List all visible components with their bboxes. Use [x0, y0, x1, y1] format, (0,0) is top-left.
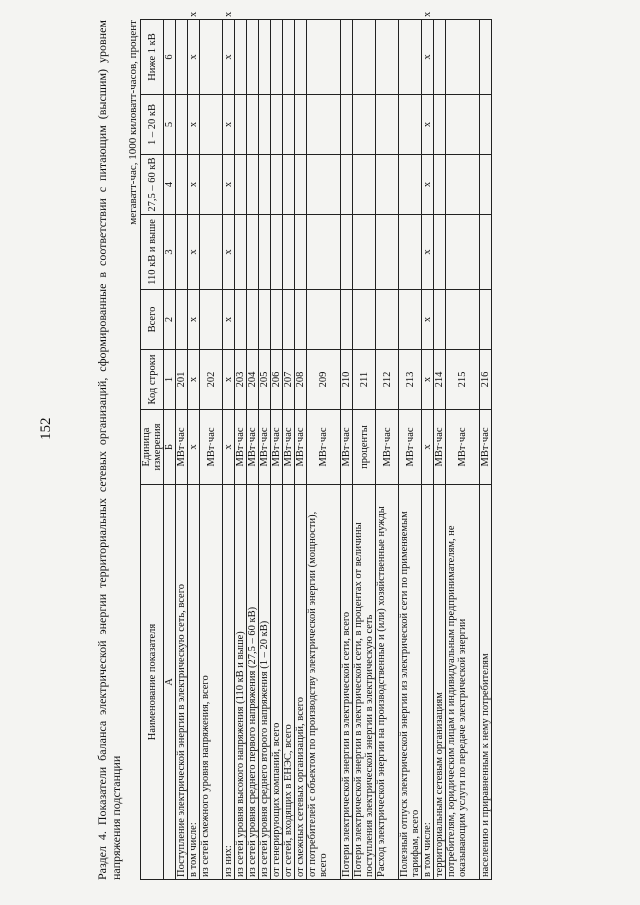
- column-letter: 6: [164, 20, 176, 95]
- row-value-cell: [247, 95, 259, 155]
- column-letter: Б: [164, 410, 176, 485]
- header-110kv: 110 кВ и выше: [141, 215, 164, 290]
- row-name-cell: из них:: [223, 485, 235, 880]
- table-row: [353, 20, 376, 880]
- row-value-cell: х: [188, 95, 200, 155]
- row-value-cell: х: [422, 95, 434, 155]
- row-value-cell: [434, 215, 446, 290]
- table-row: [200, 20, 223, 880]
- row-value-cell: [376, 20, 399, 95]
- row-value-cell: [446, 155, 480, 215]
- row-code-cell: 206: [271, 350, 283, 410]
- row-value-cell: [259, 95, 271, 155]
- row-name-cell: Полезный отпуск электрической энергии из электрической сети по применяемым тарифам, всего: [399, 485, 422, 880]
- row-value-cell: [399, 95, 422, 155]
- header-total: Всего: [141, 290, 164, 350]
- table-body: [176, 11, 492, 880]
- balance-table: [140, 11, 492, 880]
- table-row: [376, 20, 399, 880]
- row-value-cell: [283, 215, 295, 290]
- table-row: [235, 20, 247, 880]
- row-value-cell: х: [223, 20, 235, 95]
- row-value-cell: [434, 155, 446, 215]
- row-value-cell: [176, 155, 188, 215]
- row-code-cell: 211: [353, 350, 376, 410]
- row-unit-cell: х: [422, 410, 434, 485]
- row-value-cell: х: [188, 155, 200, 215]
- row-value-cell: [399, 20, 422, 95]
- row-value-cell: [200, 155, 223, 215]
- row-name-cell: населению и приравненным к нему потребителям: [480, 485, 492, 880]
- row-name-cell: территориальным сетевым организациям: [434, 485, 446, 880]
- row-value-cell: [247, 20, 259, 95]
- row-value-cell: [446, 20, 480, 95]
- row-code-cell: 213: [399, 350, 422, 410]
- header-below-1kv: Ниже 1 кВ: [141, 20, 164, 95]
- row-code-cell: 201: [176, 350, 188, 410]
- row-value-cell: [434, 95, 446, 155]
- row-name-cell: от смежных сетевых организаций, всего: [295, 485, 307, 880]
- table-row: [271, 20, 283, 880]
- header-unit: Единица измерения: [141, 410, 164, 485]
- row-value-cell: [376, 95, 399, 155]
- row-unit-cell: МВт·час: [446, 410, 480, 485]
- row-unit-cell: х: [188, 410, 200, 485]
- row-name-cell: из сетей уровня среднего второго напряжения (1 – 20 кВ): [259, 485, 271, 880]
- row-value-cell: х: [223, 95, 235, 155]
- row-code-cell: 204: [247, 350, 259, 410]
- table-row: [480, 20, 492, 880]
- header-name: Наименование показателя: [141, 485, 164, 880]
- column-letter-row: [164, 20, 176, 880]
- row-value-cell: [176, 95, 188, 155]
- table-row: [283, 20, 295, 880]
- section-heading: Раздел 4. Показатели баланса электрической энергии территориальных сетевых организаций, сформированные в соответствии с питающим (высшим) уровнем напряжения подстанции: [95, 20, 123, 880]
- row-name-cell: в том числе:: [188, 485, 200, 880]
- row-value-cell: х: [223, 290, 235, 350]
- row-value-cell: [283, 290, 295, 350]
- row-value-cell: [295, 20, 307, 95]
- row-value-cell: х: [422, 290, 434, 350]
- row-code-cell: 212: [376, 350, 399, 410]
- row-unit-cell: х: [223, 410, 235, 485]
- row-value-cell: [353, 215, 376, 290]
- page-number: 152: [38, 417, 54, 440]
- row-value-cell: х: [422, 155, 434, 215]
- row-value-cell: х: [188, 290, 200, 350]
- table-row: [399, 20, 422, 880]
- row-name-cell: из сетей уровня высокого напряжения (110 кВ и выше): [235, 485, 247, 880]
- row-value-cell: [176, 290, 188, 350]
- row-value-cell: [283, 20, 295, 95]
- row-value-cell: [376, 155, 399, 215]
- row-value-cell: [271, 20, 283, 95]
- row-value-cell: [271, 95, 283, 155]
- row-value-cell: [399, 290, 422, 350]
- column-letter: 1: [164, 350, 176, 410]
- row-unit-cell: МВт·час: [235, 410, 247, 485]
- row-value-cell: [446, 290, 480, 350]
- column-letter: 4: [164, 155, 176, 215]
- table-row: [247, 20, 259, 880]
- row-value-cell: [480, 215, 492, 290]
- row-unit-cell: МВт·час: [259, 410, 271, 485]
- row-name-cell: от генерирующих компаний, всего: [271, 485, 283, 880]
- row-value-cell: [341, 155, 353, 215]
- column-letter: 5: [164, 95, 176, 155]
- row-value-cell: [283, 155, 295, 215]
- row-value-cell: [307, 215, 341, 290]
- column-letter: 2: [164, 290, 176, 350]
- row-value-cell: [295, 290, 307, 350]
- row-value-cell: [283, 95, 295, 155]
- table-row: [434, 20, 446, 880]
- row-code-cell: 214: [434, 350, 446, 410]
- row-value-cell: х: [223, 215, 235, 290]
- header-code: Код строки: [141, 350, 164, 410]
- row-code-cell: х: [422, 350, 434, 410]
- row-value-cell: [176, 20, 188, 95]
- row-value-cell: [376, 290, 399, 350]
- row-value-cell: [247, 290, 259, 350]
- row-code-cell: х: [223, 350, 235, 410]
- row-value-cell: х: [188, 215, 200, 290]
- row-value-cell: [480, 155, 492, 215]
- row-value-cell: [235, 155, 247, 215]
- row-unit-cell: МВт·час: [200, 410, 223, 485]
- row-value-cell: х: [422, 215, 434, 290]
- row-name-cell: Поступление электрической энергии в электрическую сеть, всего: [176, 485, 188, 880]
- row-value-cell: [434, 20, 446, 95]
- row-value-cell: [480, 20, 492, 95]
- row-value-cell: [247, 215, 259, 290]
- table-row: [176, 20, 188, 880]
- row-value-cell: [480, 95, 492, 155]
- row-unit-cell: МВт·час: [271, 410, 283, 485]
- row-value-cell: [446, 215, 480, 290]
- row-unit-cell: МВт·час: [283, 410, 295, 485]
- row-value-cell: [399, 215, 422, 290]
- row-value-cell: х: [422, 20, 434, 95]
- row-value-cell: [341, 20, 353, 95]
- row-value-cell: [353, 290, 376, 350]
- header-1kv: 1 – 20 кВ: [141, 95, 164, 155]
- row-unit-cell: МВт·час: [295, 410, 307, 485]
- row-value-cell: [259, 155, 271, 215]
- row-value-cell: [341, 215, 353, 290]
- row-value-cell: [341, 290, 353, 350]
- row-unit-cell: МВт·час: [341, 410, 353, 485]
- row-value-cell: [295, 155, 307, 215]
- row-value-cell: [480, 290, 492, 350]
- table-row: [295, 20, 307, 880]
- row-value-cell: [247, 155, 259, 215]
- row-value-cell: [295, 215, 307, 290]
- row-name-cell: от потребителей с объектом по производству электрической энергии (мощности), всего: [307, 485, 341, 880]
- units-note: мегаватт-час, 1000 киловатт-часов, процент: [127, 20, 139, 225]
- row-code-cell: х: [188, 350, 200, 410]
- row-code-cell: 207: [283, 350, 295, 410]
- row-value-cell: [271, 215, 283, 290]
- row-value-cell: [235, 290, 247, 350]
- table-row: [446, 20, 480, 880]
- row-value-cell: х: [188, 20, 200, 95]
- row-name-cell: из сетей уровня среднего первого напряжения (27,5 – 60 кВ): [247, 485, 259, 880]
- table-row: в том числе: х х х х х х х х: [188, 20, 200, 880]
- row-value-cell: [235, 95, 247, 155]
- row-value-cell: [307, 95, 341, 155]
- row-value-cell: х: [223, 155, 235, 215]
- row-name-cell: Потери электрической энергии в электрической сети, в процентах от величины поступления электрической энергии в электрическую сеть: [353, 485, 376, 880]
- header-27kv: 27,5 – 60 кВ: [141, 155, 164, 215]
- table-row: в том числе: х х х х х х х х: [422, 20, 434, 880]
- row-value-cell: [376, 215, 399, 290]
- column-letter: 3: [164, 215, 176, 290]
- table-row: из них: х х х х х х х х: [223, 20, 235, 880]
- row-unit-cell: МВт·час: [480, 410, 492, 485]
- row-value-cell: [307, 290, 341, 350]
- table-row: [307, 20, 341, 880]
- row-code-cell: 210: [341, 350, 353, 410]
- row-value-cell: [200, 95, 223, 155]
- row-value-cell: [259, 20, 271, 95]
- table-header-row: [141, 20, 164, 880]
- row-value-cell: [259, 290, 271, 350]
- row-unit-cell: МВт·час: [399, 410, 422, 485]
- row-value-cell: [235, 215, 247, 290]
- row-unit-cell: МВт·час: [434, 410, 446, 485]
- row-value-cell: [446, 95, 480, 155]
- row-name-cell: потребителям, юридическим лицам и индивидуальным предпринимателям, не оказывающим услуги по передаче электрической энергии: [446, 485, 480, 880]
- table-row: [341, 20, 353, 880]
- rotated-page-content: [95, 11, 615, 880]
- row-unit-cell: МВт·час: [176, 410, 188, 485]
- row-code-cell: 216: [480, 350, 492, 410]
- row-value-cell: [176, 215, 188, 290]
- row-value-cell: [259, 215, 271, 290]
- row-code-cell: 208: [295, 350, 307, 410]
- table-row: [259, 20, 271, 880]
- row-value-cell: [341, 95, 353, 155]
- row-value-cell: [434, 290, 446, 350]
- row-value-cell: [295, 95, 307, 155]
- row-value-cell: [307, 155, 341, 215]
- row-unit-cell: МВт·час: [307, 410, 341, 485]
- row-value-cell: [200, 290, 223, 350]
- row-value-cell: [307, 20, 341, 95]
- row-name-cell: из сетей смежного уровня напряжения, всего: [200, 485, 223, 880]
- row-value-cell: [271, 290, 283, 350]
- row-name-cell: Расход электрической энергии на производственные и (или) хозяйственные нужды: [376, 485, 399, 880]
- row-value-cell: [200, 20, 223, 95]
- row-unit-cell: проценты: [353, 410, 376, 485]
- row-name-cell: от сетей, входящих в ЕНЭС, всего: [283, 485, 295, 880]
- row-code-cell: 202: [200, 350, 223, 410]
- row-value-cell: [353, 95, 376, 155]
- row-value-cell: [353, 155, 376, 215]
- row-code-cell: 203: [235, 350, 247, 410]
- row-code-cell: 215: [446, 350, 480, 410]
- row-code-cell: 209: [307, 350, 341, 410]
- row-value-cell: [200, 215, 223, 290]
- row-unit-cell: МВт·час: [247, 410, 259, 485]
- row-value-cell: [235, 20, 247, 95]
- row-name-cell: Потери электрической энергии в электрической сети, всего: [341, 485, 353, 880]
- row-name-cell: в том числе:: [422, 485, 434, 880]
- row-value-cell: [399, 155, 422, 215]
- row-unit-cell: МВт·час: [376, 410, 399, 485]
- row-value-cell: [271, 155, 283, 215]
- column-letter: А: [164, 485, 176, 880]
- row-value-cell: [353, 20, 376, 95]
- row-code-cell: 205: [259, 350, 271, 410]
